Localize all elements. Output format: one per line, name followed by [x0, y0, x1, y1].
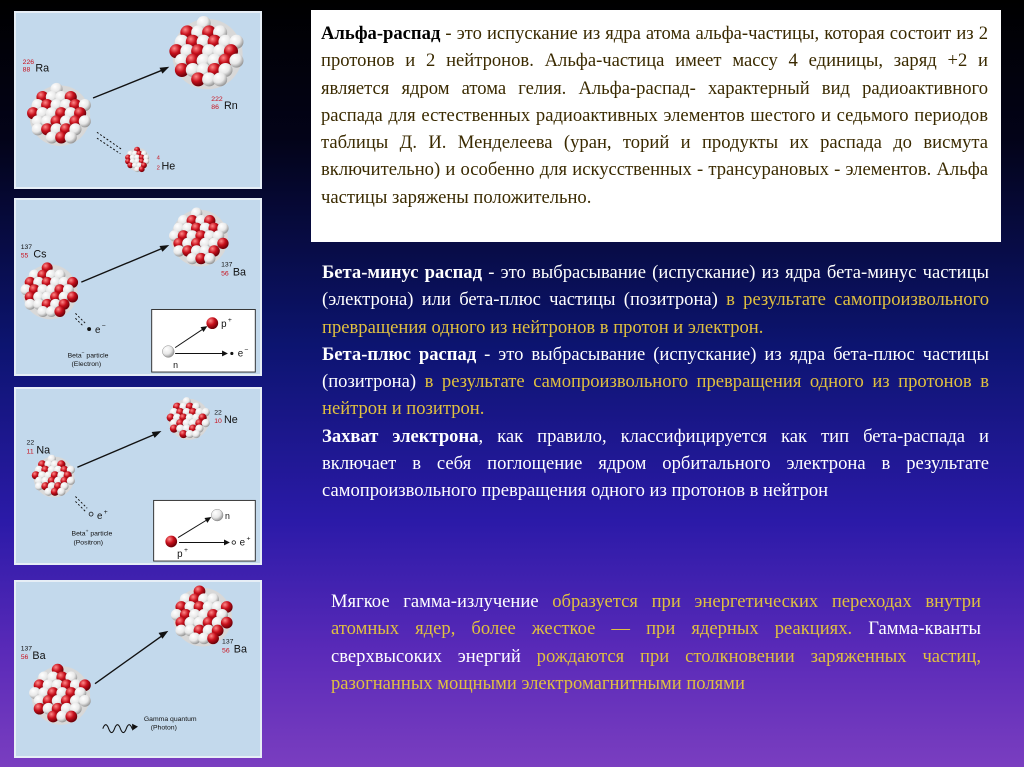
ne-symbol: Ne: [224, 414, 238, 427]
sodium-nucleus: [32, 455, 75, 498]
positron-dot: [89, 512, 93, 516]
arrow-head: [160, 67, 170, 74]
neutron-ball: [202, 419, 210, 427]
rn-symbol: Rn: [224, 99, 238, 112]
positron-trail: [75, 501, 85, 511]
na-z: 11: [26, 448, 34, 456]
alpha-diagram-svg: [16, 13, 260, 187]
ne-mass: 22: [214, 409, 222, 417]
beta-minus-caption-2: (Electron): [71, 361, 102, 369]
proton-ball: [54, 306, 65, 317]
beta-plus-term: Бета-плюс распад: [322, 343, 477, 365]
ra-z: 88: [22, 66, 31, 74]
beta-plus-diagram-svg: [16, 389, 260, 563]
inset-p-sign: +: [227, 317, 232, 325]
proton-ball: [207, 632, 219, 644]
beta-text: [322, 259, 989, 505]
inset-n-label: n: [225, 511, 230, 522]
arrow-to-radon: [93, 70, 163, 98]
barium-nucleus: [171, 586, 233, 647]
neon-nucleus: [167, 397, 210, 440]
neutron-ball: [192, 430, 200, 438]
neutron-ball: [213, 72, 227, 86]
inset-p-label: p: [177, 549, 183, 561]
gamma-diagram-svg: [16, 582, 260, 756]
ba-symbol: Ba: [232, 266, 246, 279]
electron-sign: −: [101, 323, 106, 331]
neutron-ball: [79, 695, 91, 707]
alpha-text: [321, 20, 988, 211]
gamma-caption: Gamma quantum: [143, 715, 197, 723]
radium-nucleus: [27, 83, 91, 146]
proton-ball: [206, 317, 218, 329]
beta-plus-decay-diagram: [14, 387, 262, 565]
gamma-paragraph: [331, 588, 981, 697]
gamma-text-3: Гамма-кванты сверхвысоких энергий: [331, 618, 981, 667]
radon-nucleus: [169, 16, 243, 89]
ba-z: 56: [221, 270, 229, 278]
proton-ball: [139, 166, 145, 172]
beta-minus-diagram-svg: [16, 200, 260, 374]
neutron-ball: [67, 477, 75, 485]
inset-e-sign: +: [246, 535, 251, 543]
proton-ball: [65, 711, 77, 723]
na-mass: 22: [26, 439, 35, 447]
neutron-ball: [204, 253, 215, 264]
ba-excited-symbol: Ba: [32, 650, 46, 663]
neutron-ball: [162, 346, 174, 358]
beta-plus-inset: [154, 500, 256, 561]
electron-label: e: [94, 324, 101, 336]
gamma-decay-diagram: [14, 580, 262, 758]
electron-capture-term: Захват электрона: [322, 425, 479, 447]
he-symbol: He: [161, 160, 176, 173]
inset-e-label: e: [239, 537, 246, 549]
beta-minus-text-1: - это выбрасывание (испускание) из ядра бета-минус частицы (электрона) или бета-плюс частицы (позитрона): [322, 262, 990, 311]
arrow-to-barium: [95, 635, 163, 684]
ba-z: 56: [222, 647, 230, 655]
beta-plus-text-1: - это выбрасывание (испускание) из ядра бета-плюс частицы (позитрона): [322, 343, 989, 393]
he-z: 2: [156, 165, 160, 172]
beta-plus-text-2: в результате самопроизвольного превращения одного из протонов в нейтрон и позитрон.: [322, 371, 989, 420]
inset-e-sign: −: [244, 346, 249, 354]
neutron-ball: [229, 54, 243, 68]
helium-nucleus: [125, 147, 150, 172]
beta-plus-caption: Beta+ particle: [71, 529, 113, 538]
proton-ball: [217, 238, 228, 249]
beta-minus-text-2: в результате самопроизвольного превращения одного из нейтронов в протон и электрон.: [322, 289, 989, 338]
rn-mass: 222: [211, 95, 223, 103]
ra-symbol: Ra: [35, 62, 50, 75]
na-symbol: Na: [36, 444, 51, 457]
electron-trail: [75, 313, 85, 323]
beta-minus-caption: Beta− particle: [67, 351, 109, 360]
beta-minus-decay-diagram: [14, 198, 262, 376]
excited-barium-nucleus: [29, 664, 91, 725]
positron-sign: +: [103, 509, 108, 517]
proton-ball: [221, 617, 233, 629]
inset-electron-dot: [230, 352, 233, 355]
ba-mass: 137: [222, 638, 234, 646]
arrow-head: [152, 431, 162, 438]
inset-proton-ball: [165, 536, 177, 548]
cs-mass: 137: [20, 243, 33, 251]
ne-z: 10: [214, 418, 222, 426]
beta-plus-caption-2: (Positron): [73, 539, 104, 547]
inset-e-label: e: [237, 348, 244, 360]
inset-n-label: n: [173, 360, 179, 371]
cesium-nucleus: [21, 262, 79, 319]
alpha-paragraph: [321, 20, 988, 211]
inset-p-label: p: [221, 319, 227, 331]
ra-mass: 226: [22, 58, 35, 66]
alpha-decay-diagram: [14, 11, 262, 189]
neutron-ball: [79, 115, 91, 127]
positron-trail: [75, 497, 87, 509]
arrow-head: [160, 245, 170, 252]
electron-dot: [87, 327, 91, 331]
cs-z: 55: [20, 252, 29, 260]
ba-excited-mass: 137: [20, 645, 33, 653]
arrow-to-neon: [77, 434, 155, 467]
electron-capture-paragraph: [322, 423, 989, 505]
inset-neutron-ball: [211, 509, 223, 521]
positron-label: e: [96, 511, 103, 523]
barium-nucleus: [169, 208, 229, 267]
beta-minus-paragraph: [322, 259, 989, 341]
beta-minus-term: Бета-минус распад: [322, 262, 482, 283]
beta-minus-inset: [152, 309, 256, 372]
ba-excited-z: 56: [20, 654, 29, 662]
gamma-caption-2: (Photon): [150, 724, 177, 732]
neutron-ball: [57, 488, 65, 496]
photon-wave: [103, 725, 132, 733]
ba-mass: 137: [221, 261, 233, 269]
beta-plus-paragraph: [322, 341, 989, 423]
he-mass: 4: [156, 155, 160, 162]
cs-symbol: Cs: [33, 248, 47, 261]
gamma-text-1: Мягкое гамма-излучение: [331, 591, 553, 612]
neutron-ball: [65, 131, 77, 143]
gamma-text: [331, 588, 981, 697]
arrow-head: [132, 724, 138, 731]
alpha-term: Альфа-распад: [321, 23, 441, 44]
ba-symbol: Ba: [233, 643, 247, 656]
inset-p-sign: +: [183, 547, 188, 555]
gamma-text-4: рождаются при столкновении заряженных частиц, разогнанных мощными электромагнитными полями: [331, 645, 981, 694]
electron-capture-text: , как правило, классифицируется как тип бета-распада и включает в себя поглощение ядром орбитального электрона в результате самопроизвольного превращения одного из протонов в нейтрон: [322, 425, 989, 502]
alpha-description: - это испускание из ядра атома альфа-частицы, которая состоит из 2 протонов и 2 нейтронов. Альфа-частица имеет массу 4 единицы, заряд +2 и является ядром атома гелия. Альфа-распад- характерный вид радиоактивного распада для естественных радиоактивных элементов шестого и седьмого периодов таблицы Д. И. Менделеева (уран, торий и продукты их распада до висмута включительно) и особенно для искусственных - трансурановых - элементов. Альфа частицы заряжены положительно.: [321, 23, 988, 208]
gamma-text-2: образуется при энергетических переходах внутри атомных ядер, более жесткое — при ядерных реакциях.: [331, 591, 981, 640]
arrow-to-barium: [81, 248, 163, 282]
rn-z: 86: [211, 103, 219, 111]
proton-ball: [67, 291, 78, 302]
